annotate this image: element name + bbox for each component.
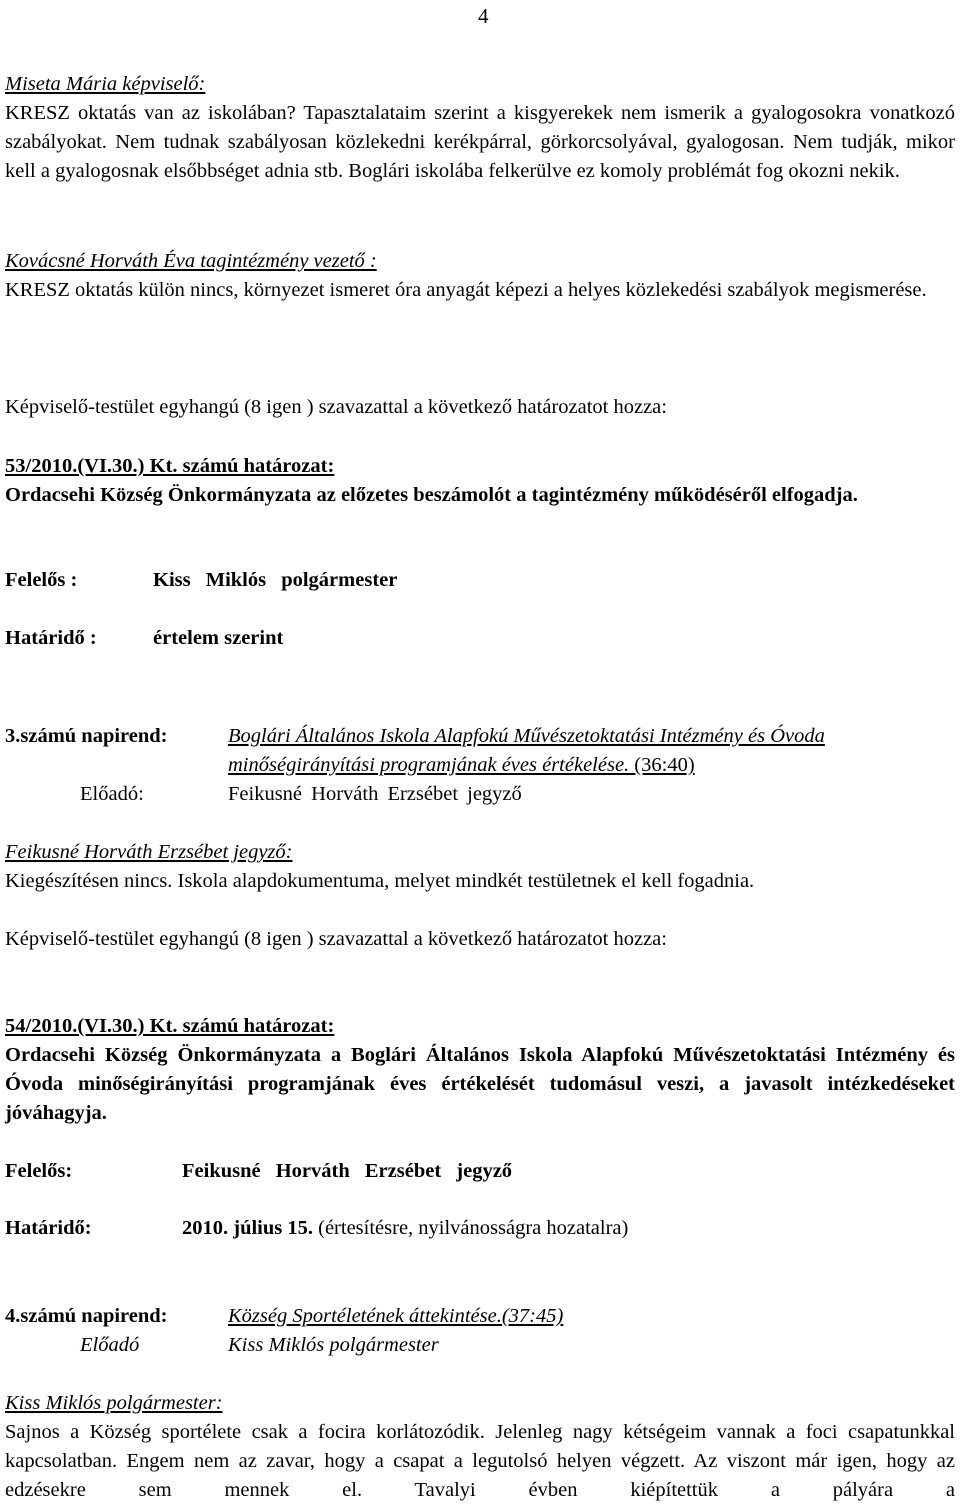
paragraph-kiss: Sajnos a Község sportélete csak a focira korlátozódik. Jelenleg nagy kétségeim vannak a foci csapatunkkal kapcsolatban. Engem nem az zavar, hogy a csapat a legutolsó helyen végzett. Az viszont már igen, hogy az edzésekre sem mennek el. Tavalyi évben kiépítettük a pályára a (5, 1421, 955, 1501)
paragraph-kovacsne: KRESZ oktatás külön nincs, környezet ismeret óra anyagát képezi a helyes közlekedési szabályok megismerése. (5, 279, 927, 301)
responsible-value-54: Feikusné Horváth Erzsébet jegyző (182, 1160, 513, 1182)
resolution-53-number: 53/2010.(VI.30.) Kt. számú határozat: (5, 455, 335, 477)
agenda-4-label: 4.számú napirend: (5, 1305, 168, 1327)
responsible-value-53: Kiss Miklós polgármester (153, 569, 398, 591)
agenda-3-presenter-label: Előadó: (80, 783, 144, 805)
resolution-53-text: Ordacsehi Község Önkormányzata az előzetes beszámolót a tagintézmény működéséről elfogadja. (5, 484, 858, 506)
responsible-label-54: Felelős: (5, 1160, 73, 1182)
speaker-miseta: Miseta Mária képviselő: (5, 73, 206, 95)
agenda-3-time: (36:40) (634, 754, 695, 776)
agenda-4-presenter-value: Kiss Miklós polgármester (228, 1334, 439, 1356)
paragraph-feikusne: Kiegészítésen nincs. Iskola alapdokumentuma, melyet mindkét testületnek el kell fogadnia. (5, 870, 755, 892)
deadline-label-54: Határidő: (5, 1217, 92, 1239)
deadline-note-54: (értesítésre, nyilvánosságra hozatalra) (318, 1217, 629, 1239)
speaker-kovacsne: Kovácsné Horváth Éva tagintézmény vezető : (5, 250, 377, 272)
agenda-3-title-text: Boglári Általános Iskola Alapfokú Művészetoktatási Intézmény és Óvoda minőségirányítási programjának éves értékelése. (228, 725, 825, 776)
responsible-label-53: Felelős : (5, 569, 78, 591)
deadline-value-54 (182, 1214, 628, 1243)
agenda-3-presenter-value: Feikusné Horváth Erzsébet jegyző (228, 783, 522, 805)
agenda-3-title (228, 722, 888, 780)
agenda-4-title: Község Sportéletének áttekintése.(37:45) (228, 1305, 564, 1327)
speaker-kiss: Kiss Miklós polgármester: (5, 1392, 223, 1414)
vote-statement-2: Képviselő-testület egyhangú (8 igen ) szavazattal a következő határozatot hozza: (5, 928, 667, 950)
deadline-value-53: értelem szerint (153, 627, 284, 649)
paragraph-miseta: KRESZ oktatás van az iskolában? Tapasztalataim szerint a kisgyerekek nem ismerik a gyalogosokra vonatkozó szabályokat. Nem tudnak szabályosan közlekedni kerékpárral, görkorcsolyával, gyalogosan. Nem tudják, mikor kell a gyalogosnak elsőbbséget adnia stb. Boglári iskolába felkerülve ez komoly problémát fog okozni nekik. (5, 102, 955, 182)
page-number: 4 (478, 4, 489, 28)
deadline-label-53: Határidő : (5, 627, 97, 649)
agenda-3-label: 3.számú napirend: (5, 725, 168, 747)
agenda-4-presenter-label: Előadó (80, 1334, 140, 1356)
deadline-date-54: 2010. július 15. (182, 1217, 313, 1239)
speaker-feikusne: Feikusné Horváth Erzsébet jegyző: (5, 841, 293, 863)
resolution-54-number: 54/2010.(VI.30.) Kt. számú határozat: (5, 1015, 335, 1037)
vote-statement-1: Képviselő-testület egyhangú (8 igen ) szavazattal a következő határozatot hozza: (5, 396, 667, 418)
resolution-54-text: Ordacsehi Község Önkormányzata a Boglári Általános Iskola Alapfokú Művészetoktatási Intézmény és Óvoda minőségirányítási programjának éves értékelését tudomásul veszi, a javasolt intézkedéseket jóváhagyja. (5, 1044, 955, 1124)
